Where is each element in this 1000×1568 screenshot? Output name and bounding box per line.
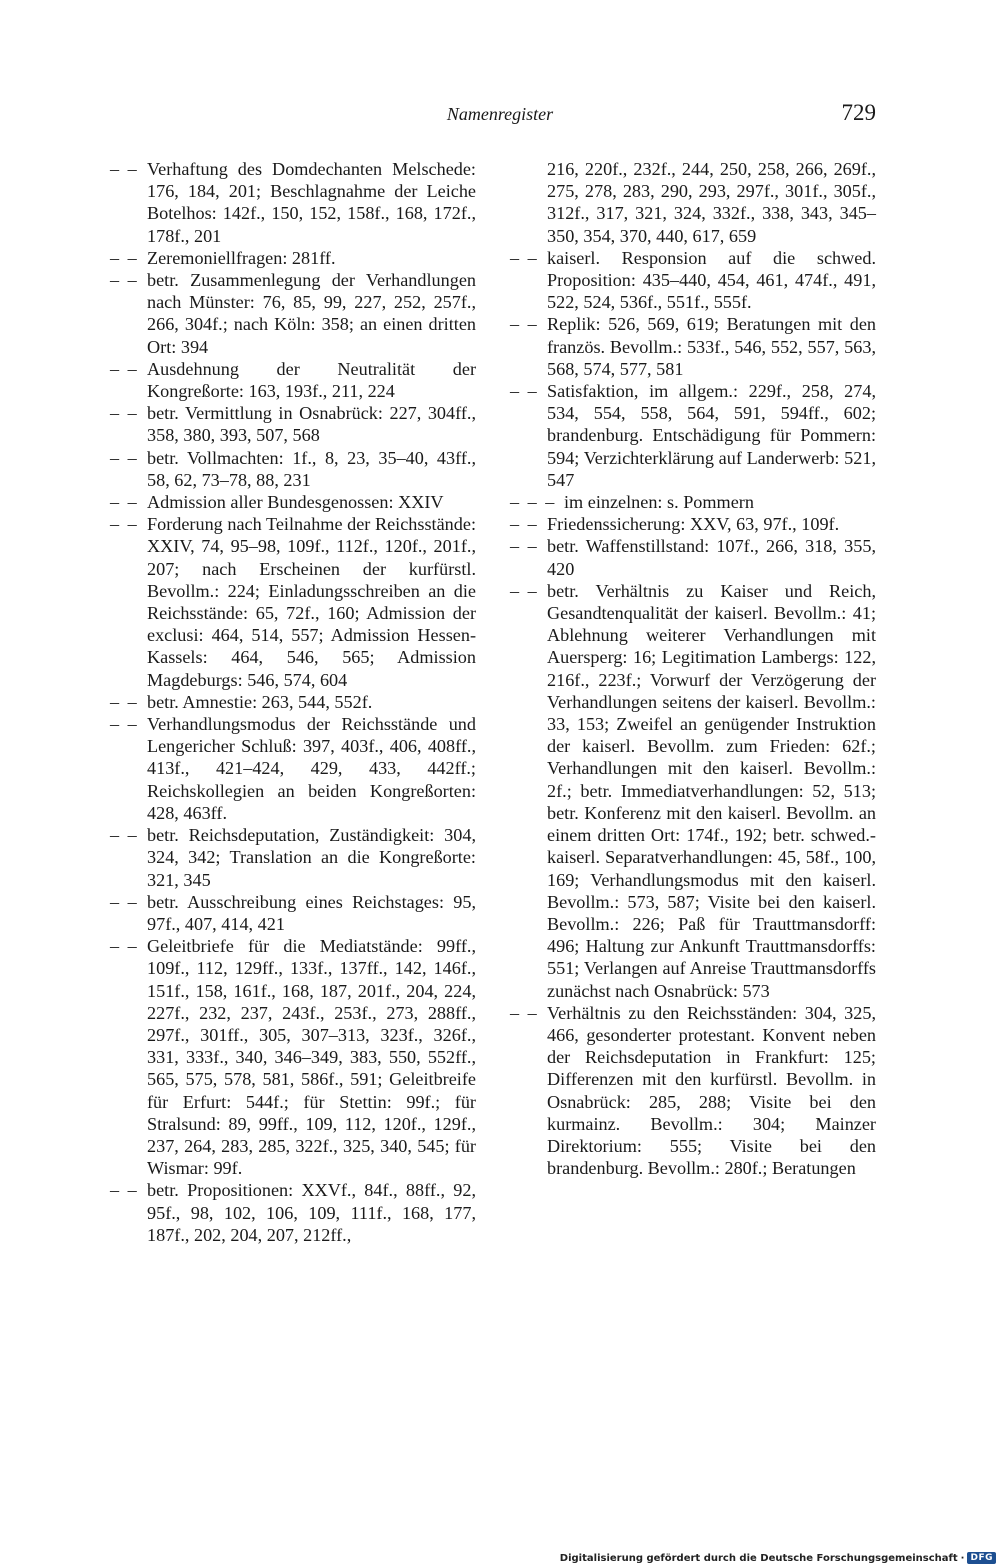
index-entry xyxy=(110,247,476,269)
entry-text: Zeremoniellfragen: 281ff. xyxy=(147,247,336,268)
index-entry xyxy=(510,1002,876,1180)
index-entry xyxy=(110,491,476,513)
index-entry xyxy=(110,447,476,491)
entry-dash-marker: – – xyxy=(110,358,139,379)
entry-text: betr. Propositionen: XXVf., 84f., 88ff., 92, 95f., 98, 102, 106, 109, 111f., 168, 177, 187f., 202, 204, 207, 212ff., xyxy=(147,1180,476,1245)
index-entry xyxy=(110,402,476,446)
entry-text: Satisfaktion, im allgem.: 229f., 258, 274, 534, 554, 558, 564, 591, 594ff., 602; brandenburg. Entschädigung für Pommern: 594; Verzichterklärung auf Landerwerb: 521, 547 xyxy=(547,381,876,490)
entry-text: Verhandlungsmodus der Reichsstände und Lengericher Schluß: 397, 403f., 406, 408ff., 413f., 421–424, 429, 433, 442ff.; Reichskollegien an beiden Kongreßorten: 428, 463ff. xyxy=(147,714,476,823)
entry-text: 216, 220f., 232f., 244, 250, 258, 266, 269f., 275, 278, 283, 290, 293, 297f., 301f., 305f., 312f., 317, 321, 324, 332f., 338, 343, 345–350, 354, 370, 440, 617, 659 xyxy=(547,159,876,246)
entry-text: Admission aller Bundesgenossen: XXIV xyxy=(147,492,444,513)
entry-dash-marker: – – xyxy=(110,825,139,846)
entry-dash-marker: – – xyxy=(110,247,139,268)
digitization-footer: Digitalisierung gefördert durch die Deutsche Forschungsgemeinschaft · DFG xyxy=(560,1552,996,1564)
entry-dash-marker: – – xyxy=(110,403,139,424)
entry-dash-marker: – – xyxy=(110,270,139,291)
index-entry xyxy=(510,158,876,247)
index-entry xyxy=(110,691,476,713)
running-header-title: Namenregister xyxy=(446,104,554,124)
index-entry xyxy=(110,158,476,247)
entry-text: betr. Vermittlung in Osnabrück: 227, 304ff., 358, 380, 393, 507, 568 xyxy=(147,403,476,446)
index-entry xyxy=(510,313,876,380)
page-number: 729 xyxy=(841,100,876,125)
entry-text: im einzelnen: s. Pommern xyxy=(564,492,754,513)
entry-dash-marker: – – xyxy=(110,691,139,712)
index-entry xyxy=(110,1179,476,1246)
index-entry xyxy=(110,513,476,691)
entry-text: Geleitbriefe für die Mediatstände: 99ff., 109f., 112, 129ff., 133f., 137ff., 142, 146f., 151f., 158, 161f., 168, 187, 201f., 204, 224, 227f., 232, 237, 243f., 253f., 273, 288ff., 297f., 301ff., 305, 307–313, 323f., 326f., 331, 333f., 340, 346–349, 383, 550, 552ff., 565, 575, 578, 581, 586f., 591; Geleitbreife für Erfurt: 544f.; für Stettin: 99f.; für Stralsund: 89, 99ff., 109, 112, 120f., 129f., 237, 264, 283, 285, 322f., 325, 340, 545; für Wismar: 99f. xyxy=(147,936,476,1179)
index-column-right xyxy=(510,158,876,1179)
index-entry xyxy=(110,824,476,891)
entry-dash-marker: – – xyxy=(510,247,539,268)
entry-dash-marker: – – xyxy=(110,714,139,735)
entry-dash-marker: – – xyxy=(510,536,539,557)
entry-dash-marker: – – – xyxy=(510,492,557,513)
entry-dash-marker: – – xyxy=(110,891,139,912)
entry-dash-marker: – – xyxy=(110,514,139,535)
entry-text: betr. Zusammenlegung der Verhandlungen nach Münster: 76, 85, 99, 227, 252, 257f., 266, 304f.; nach Köln: 358; an einen dritten Ort: 394 xyxy=(147,270,476,357)
entry-dash-marker: – – xyxy=(510,314,539,335)
index-entry xyxy=(510,491,876,513)
index-entry xyxy=(110,891,476,935)
index-entry xyxy=(510,535,876,579)
entry-text: Replik: 526, 569, 619; Beratungen mit den französ. Bevollm.: 533f., 546, 552, 557, 563, 568, 574, 577, 581 xyxy=(547,314,876,379)
index-entry xyxy=(110,358,476,402)
entry-text: Forderung nach Teilnahme der Reichsstände: XXIV, 74, 95–98, 109f., 112f., 120f., 201f., 207; nach Erscheinen der kurfürstl. Bevollm.: 224; Einladungsschreiben an die Reichsstände: 65, 72f., 160; Admission der exclusi: 464, 514, 557; Admission Hessen-Kassels: 464, 546, 565; Admission Magdeburgs: 546, 574, 604 xyxy=(147,514,476,690)
index-entry xyxy=(110,935,476,1179)
entry-text: betr. Reichsdeputation, Zuständigkeit: 304, 324, 342; Translation an die Kongreßorte: 321, 345 xyxy=(147,825,476,890)
entry-dash-marker: – – xyxy=(110,447,139,468)
entry-text: betr. Verhältnis zu Kaiser und Reich, Gesandtenqualität der kaiserl. Bevollm.: 41; Ablehnung weiterer Verhandlungen mit Auersperg: 16; Legitimation Lambergs: 122, 216f., 223f.; Vorwurf der Verzögerung der Verhandlungen seitens der kaiserl. Bevollm.: 33, 153; Zweifel an genügender Instruktion der kaiserl. Bevollm. zum Frieden: 62f.; Verhandlungen mit den kaiserl. Bevollm.: 2f.; betr. Immediatverhandlungen: 52, 513; betr. Konferenz mit den kaiserl. Bevollm. an einem dritten Ort: 174f., 192; betr. schwed.-kaiserl. Separatverhandlungen: 45, 58f., 100, 169; Verhandlungsmodus mit den kaiserl. Bevollm.: 573, 587; Visite bei den kaiserl. Bevollm.: 226; Paß für Trauttmansdorff: 496; Haltung zur Ankunft Trauttmansdorffs: 551; Verlangen auf Anreise Trauttmansdorffs zunächst nach Osnabrück: 573 xyxy=(547,580,876,1001)
entry-dash-marker: – – xyxy=(510,1002,539,1023)
index-column-left xyxy=(110,158,476,1246)
entry-text: Friedenssicherung: XXV, 63, 97f., 109f. xyxy=(547,514,840,535)
index-entry xyxy=(110,713,476,824)
dfg-logo-icon: DFG xyxy=(967,1552,996,1564)
entry-text: betr. Vollmachten: 1f., 8, 23, 35–40, 43ff., 58, 62, 73–78, 88, 231 xyxy=(147,447,476,490)
index-entry xyxy=(510,580,876,1002)
footer-text: Digitalisierung gefördert durch die Deutsche Forschungsgemeinschaft xyxy=(559,1552,958,1564)
entry-text: Verhältnis zu den Reichsständen: 304, 325, 466, gesonderter protestant. Konvent neben der Reichsdeputation in Frankfurt: 125; Differenzen mit den kurfürstl. Bevollm. in Osnabrück: 285, 288; Visite bei den kurmainz. Bevollm.: 304; Mainzer Direktorium: 555; Visite bei den brandenburg. Bevollm.: 280f.; Beratungen xyxy=(547,1002,876,1179)
entry-dash-marker: – – xyxy=(110,159,139,179)
entry-text: Ausdehnung der Neutralität der Kongreßorte: 163, 193f., 211, 224 xyxy=(147,358,476,402)
entry-dash-marker: – – xyxy=(110,1180,139,1201)
entry-text: betr. Ausschreibung eines Reichstages: 95, 97f., 407, 414, 421 xyxy=(147,891,476,934)
entry-dash-marker: – – xyxy=(510,514,539,535)
entry-dash-marker: – – xyxy=(110,936,139,957)
index-entry xyxy=(510,380,876,491)
index-entry xyxy=(110,269,476,358)
entry-dash-marker: – – xyxy=(510,580,539,601)
entry-text: kaiserl. Responsion auf die schwed. Proposition: 435–440, 454, 461, 474f., 491, 522, 524, 536f., 551f., 555f. xyxy=(547,247,876,313)
entry-dash-marker: – – xyxy=(510,381,539,402)
entry-text: betr. Waffenstillstand: 107f., 266, 318, 355, 420 xyxy=(547,536,876,579)
index-entry xyxy=(510,513,876,535)
index-entry xyxy=(510,247,876,314)
entry-text: betr. Amnestie: 263, 544, 552f. xyxy=(147,691,373,712)
entry-dash-marker: – – xyxy=(110,492,139,513)
entry-text: Verhaftung des Domdechanten Melschede: 176, 184, 201; Beschlagnahme der Leiche Botelhos: 142f., 150, 152, 158f., 168, 172f., 178f., 201 xyxy=(147,159,476,246)
